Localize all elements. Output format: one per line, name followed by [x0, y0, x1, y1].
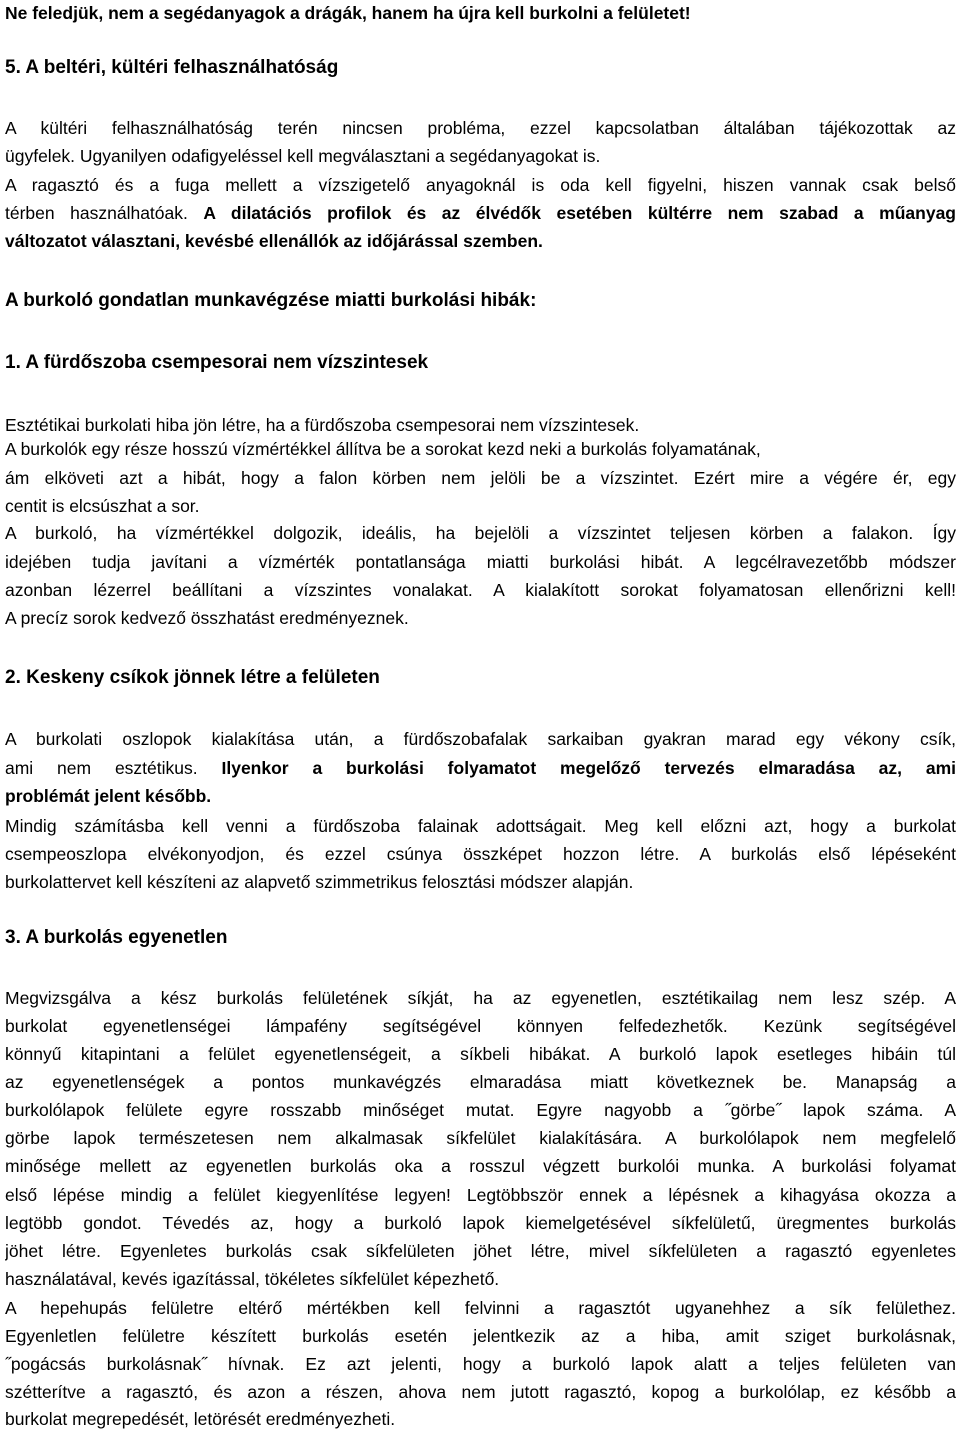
text-segment: térben használhatóak. [5, 203, 204, 223]
bold-text-segment: 3. A burkolás egyenetlen [5, 927, 228, 948]
text-line [5, 288, 956, 314]
text-line [5, 436, 956, 462]
bold-text-segment: A dilatációs profilok és az élvédők esetében kültérre nem szabad a műanyag [203, 203, 956, 223]
text-segment: burkolólapok felülete egyre rosszabb minőséget mutat. Egyre nagyobb a ˝görbe˝ lapok száma. A [5, 1100, 956, 1120]
bold-text-segment: Ilyenkor a burkolási folyamatot megelőző tervezés elmaradása az, ami [221, 758, 956, 778]
text-segment: legtöbb gondot. Tévedés az, hogy a burkoló lapok kiemelgetésével síkfelületű, üregmentes burkolás [5, 1213, 956, 1233]
text-line [5, 783, 956, 809]
text-segment: használatával, kevés igazítással, tökéletes síkfelület képezhető. [5, 1269, 500, 1289]
text-segment: minősége mellett az egyenetlen burkolás oka a rosszul végzett burkolói munka. A burkolási folyamat [5, 1156, 956, 1176]
text-segment: A burkolati oszlopok kialakítása után, a fürdőszobafalak sarkaiban gyakran marad egy vékony csík, [5, 729, 956, 749]
bold-text-segment: A burkoló gondatlan munkavégzése miatti burkolási hibák: [5, 290, 537, 311]
text-segment: A precíz sorok kedvező összhatást eredményeznek. [5, 608, 409, 628]
text-segment: burkolattervet kell készíteni az alapvető szimmetrikus felosztási módszer alapján. [5, 872, 634, 892]
text-line [5, 605, 956, 631]
text-line [5, 55, 956, 81]
text-segment: csempeoszlopa elvékonyodjon, és ezzel csúnya összképet hozzon létre. A burkolás első lépéseként [5, 844, 956, 864]
text-line [5, 412, 956, 438]
bold-text-segment: 5. A beltéri, kültéri felhasználhatóság [5, 57, 339, 78]
text-segment: szétterítve a ragasztó, és azon a részen, ahova nem jutott ragasztó, kopog a burkolólap, ez később a [5, 1382, 956, 1402]
text-line [5, 1238, 956, 1264]
text-segment: ˝pogácsás burkolásnak˝ hívnak. Ez azt jelenti, hogy a burkoló lapok alatt a teljes felületen van [5, 1354, 956, 1374]
text-segment: burkolat egyenetlenségei lámpafény segítségével könnyen felfedezhetők. Kezünk segítségével [5, 1016, 956, 1036]
text-segment: könnyű kitapintani a felület egyenetlenségeit, a síkbeli hibákat. A burkoló lapok esetleges hibáin túl [5, 1044, 956, 1064]
text-segment: A burkolók egy része hosszú vízmértékkel állítva be a sorokat kezd neki a burkolás folyamatának, [5, 439, 761, 459]
text-line [5, 1013, 956, 1039]
text-segment: A hepehupás felületre eltérő mértékben kell felvinni a ragasztót ugyanehhez a sík felülethez. [5, 1298, 956, 1318]
text-line [5, 549, 956, 575]
bold-text-segment: 2. Keskeny csíkok jönnek létre a felületen [5, 667, 380, 688]
text-segment: A ragasztó és a fuga mellett a vízszigetelő anyagoknál is oda kell figyelni, hiszen vannak csak belső [5, 175, 956, 195]
text-line [5, 1125, 956, 1151]
text-line [5, 1379, 956, 1405]
text-line [5, 985, 956, 1011]
text-line [5, 350, 956, 376]
text-line [5, 0, 956, 26]
text-segment: jöhet létre. Egyenletes burkolás csak síkfelületen jöhet létre, mivel síkfelületen a ragasztó egyenletes [5, 1241, 956, 1261]
text-line [5, 813, 956, 839]
text-line [5, 1069, 956, 1095]
bold-text-segment: 1. A fürdőszoba csempesorai nem vízszintesek [5, 352, 429, 373]
text-line [5, 115, 956, 141]
text-line [5, 1210, 956, 1236]
text-line [5, 755, 956, 781]
text-segment: első lépése mindig a felület kiegyenlítése legyen! Legtöbbször ennek a lépésnek a kihagyása okozza a [5, 1185, 956, 1205]
text-segment: Egyenletlen felületre készített burkolás esetén jelentkezik az a hiba, amit sziget burkolásnak, [5, 1326, 956, 1346]
bold-text-segment: problémát jelent később. [5, 786, 212, 806]
text-line [5, 520, 956, 546]
text-line [5, 925, 956, 951]
text-line [5, 1295, 956, 1321]
text-line [5, 665, 956, 691]
text-segment: burkolat megrepedését, letörését eredményezheti. [5, 1409, 396, 1429]
text-segment: görbe lapok természetesen nem alkalmasak síkfelület kialakítására. A burkolólapok nem megfelelő [5, 1128, 956, 1148]
text-line [5, 493, 956, 519]
text-line [5, 143, 956, 169]
text-line [5, 841, 956, 867]
text-line [5, 869, 956, 895]
text-line [5, 228, 956, 254]
text-line [5, 1041, 956, 1067]
text-segment: Megvizsgálva a kész burkolás felületének síkját, ha az egyenetlen, esztétikailag nem lesz szép. A [5, 988, 956, 1008]
text-line [5, 726, 956, 752]
text-segment: centit is elcsúszhat a sor. [5, 496, 200, 516]
text-segment: Mindig számításba kell venni a fürdőszoba falainak adottságait. Meg kell előzni azt, hogy a burkolat [5, 816, 956, 836]
text-segment: idejében tudja javítani a vízmérték pontatlansága miatti burkolási hibát. A legcélravezetőbb módszer [5, 552, 956, 572]
bold-text-segment: Ne feledjük, nem a segédanyagok a drágák, hanem ha újra kell burkolni a felületet! [5, 3, 691, 23]
text-line [5, 1153, 956, 1179]
text-line [5, 1097, 956, 1123]
text-segment: ám elköveti azt a hibát, hogy a falon körben nem jelöli be a vízszintet. Ezért mire a végére ér, egy [5, 468, 956, 488]
text-segment: Esztétikai burkolati hiba jön létre, ha a fürdőszoba csempesorai nem vízszintesek. [5, 415, 640, 435]
text-segment: A kültéri felhasználhatóság terén nincsen probléma, ezzel kapcsolatban általában tájékozottak az [5, 118, 956, 138]
text-line [5, 1323, 956, 1349]
text-segment: ami nem esztétikus. [5, 758, 222, 778]
text-line [5, 465, 956, 491]
text-line [5, 200, 956, 226]
text-line [5, 172, 956, 198]
text-line [5, 1182, 956, 1208]
text-line [5, 1266, 956, 1292]
text-line [5, 1406, 956, 1432]
text-segment: ügyfelek. Ugyanilyen odafigyeléssel kell megválasztani a segédanyagokat is. [5, 146, 601, 166]
text-line [5, 577, 956, 603]
bold-text-segment: változatot választani, kevésbé ellenállók az időjárással szemben. [5, 231, 543, 251]
text-segment: A burkoló, ha vízmértékkel dolgozik, ideális, ha bejelöli a vízszintet teljesen körben a falakon. Így [5, 523, 956, 543]
text-segment: azonban lézerrel beállítani a vízszintes vonalakat. A kialakított sorokat folyamatosan ellenőrizni kell! [5, 580, 956, 600]
text-segment: az egyenetlenségek a pontos munkavégzés elmaradása miatt következnek be. Manapság a [5, 1072, 956, 1092]
text-line [5, 1351, 956, 1377]
